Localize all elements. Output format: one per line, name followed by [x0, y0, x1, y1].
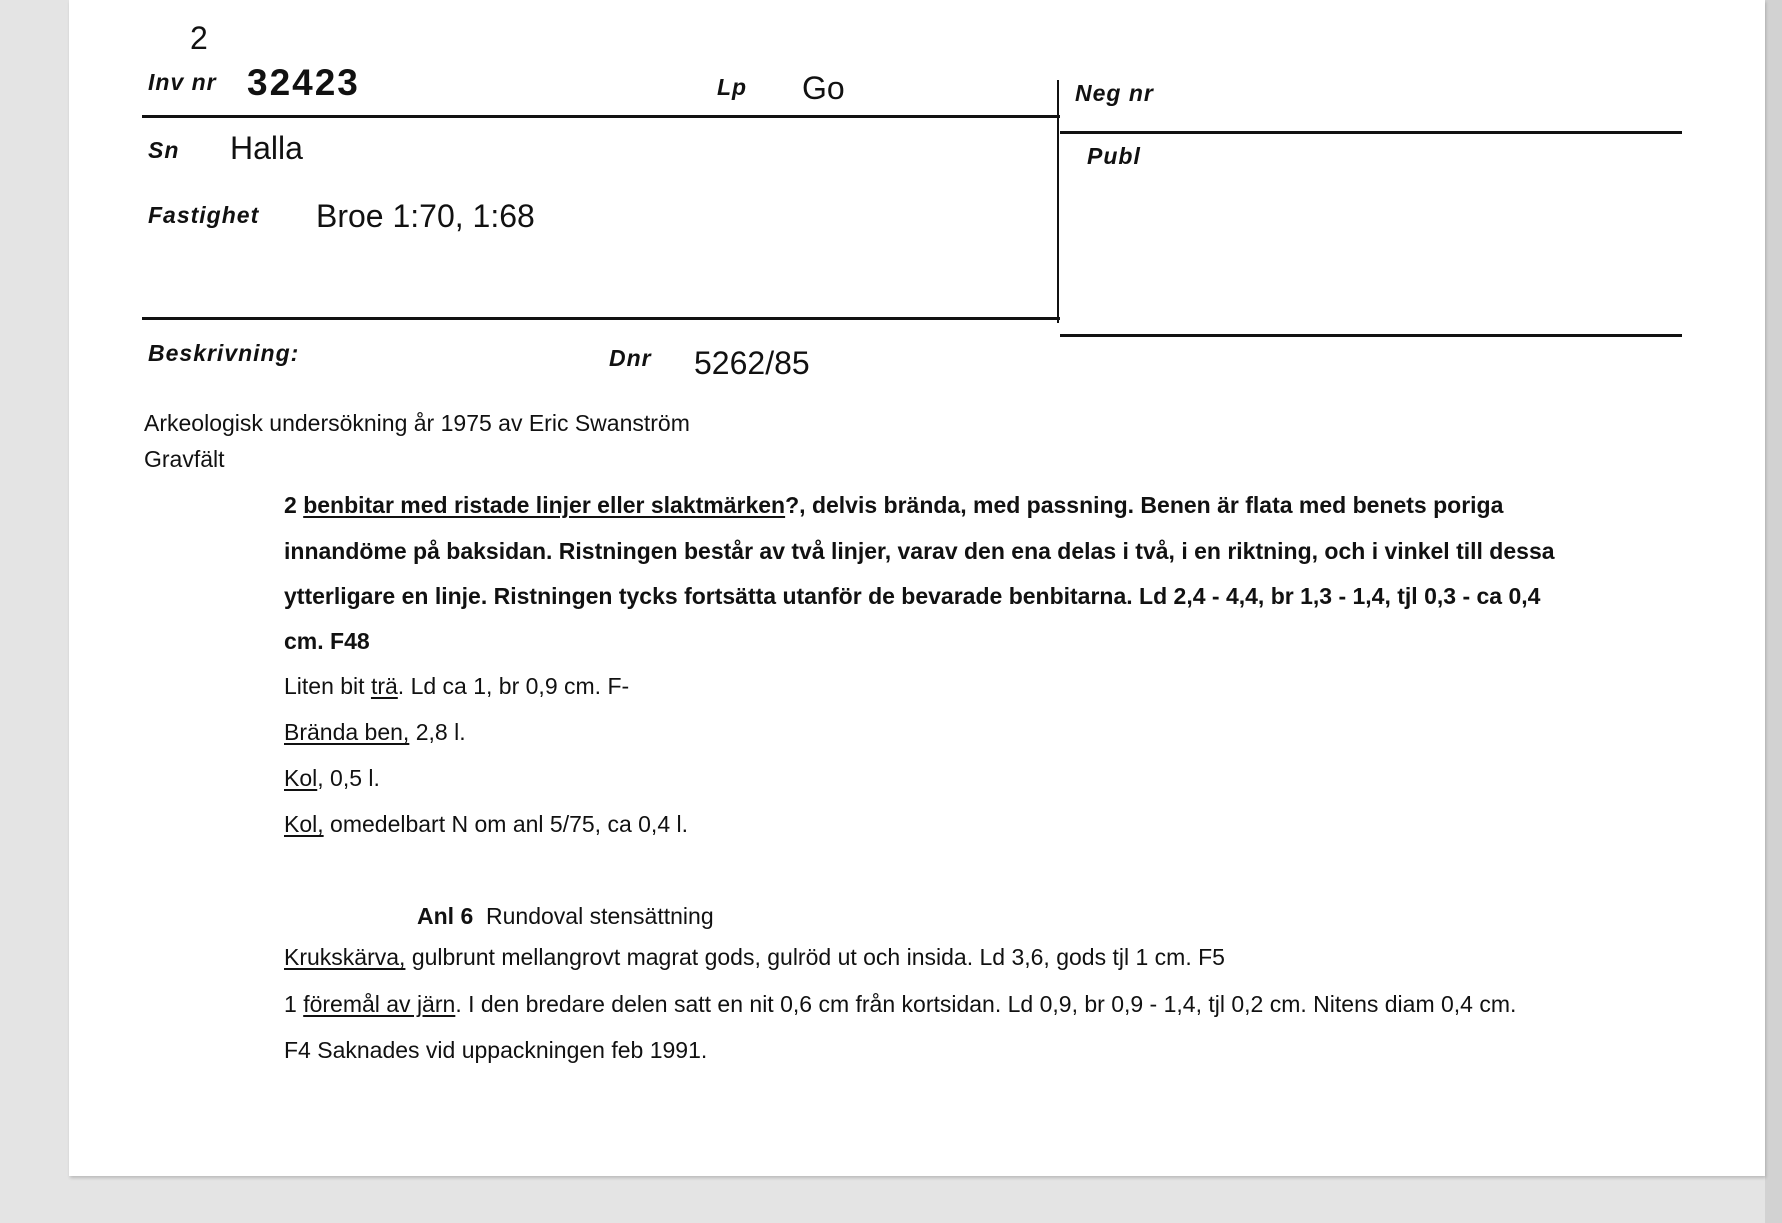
- find-2-rest: . Ld ca 1, br 0,9 cm. F-: [397, 673, 630, 699]
- intro-line-2: Gravfält: [144, 446, 225, 472]
- find-4-rest: , 0,5 l.: [317, 765, 380, 791]
- anl6-find-2-prefix: 1: [284, 991, 304, 1017]
- find-1-line-1: [284, 492, 1503, 519]
- find-1-term: benbitar med ristade linjer eller slaktmärken: [303, 492, 786, 518]
- dnr-value: 5262/85: [694, 345, 810, 381]
- find-5-term: Kol,: [284, 811, 324, 837]
- fastighet-label: Fastighet: [148, 202, 260, 228]
- catalog-card: [69, 0, 1765, 1176]
- find-1-line-2: innandöme på baksidan. Ristningen består av två linjer, varav den ena delas i två, i en riktning, och i vinkel till dessa: [284, 538, 1555, 564]
- find-3-term: Brända ben,: [284, 719, 410, 745]
- sn-value: Halla: [230, 130, 303, 166]
- find-2-term: trä: [370, 673, 398, 699]
- find-2: [284, 673, 629, 700]
- lp-label: Lp: [717, 74, 748, 100]
- anl6-heading: [417, 903, 714, 930]
- inv-nr-value: 32423: [247, 62, 360, 103]
- anl6-find-2-line-2: F4 Saknades vid uppackningen feb 1991.: [284, 1037, 708, 1063]
- header-divider-vertical: [1057, 80, 1059, 323]
- find-1-rest: ?, delvis brända, med passning. Benen är flata med benets poriga: [785, 492, 1504, 518]
- anl6-find-2-term: föremål av järn: [303, 991, 456, 1017]
- header-rule-bottom: [142, 317, 1060, 320]
- find-2-prefix: Liten bit: [284, 673, 371, 699]
- find-3: [284, 719, 466, 746]
- header-rule-bottom-right: [1060, 334, 1682, 337]
- inv-nr-label: Inv nr: [148, 69, 217, 95]
- beskrivning-label: Beskrivning:: [148, 340, 300, 366]
- find-3-rest: 2,8 l.: [409, 719, 466, 745]
- anl6-heading-title: Rundoval stensättning: [486, 903, 714, 929]
- anl6-find-2-rest: . I den bredare delen satt en nit 0,6 cm från kortsidan. Ld 0,9, br 0,9 - 1,4, tjl 0,2 cm. Nitens diam 0,4 cm.: [455, 991, 1517, 1017]
- find-4: [284, 765, 380, 792]
- fastighet-value: Broe 1:70, 1:68: [316, 198, 535, 234]
- anl6-find-1-rest: gulbrunt mellangrovt magrat gods, gulröd ut och insida. Ld 3,6, gods tjl 1 cm. F5: [405, 944, 1225, 970]
- anl6-find-1: [284, 944, 1225, 971]
- find-4-term: Kol: [284, 765, 318, 791]
- lp-value: Go: [802, 70, 845, 106]
- scanner-edge: [1765, 0, 1782, 1223]
- find-1-line-3: ytterligare en linje. Ristningen tycks fortsätta utanför de bevarade benbitarna. Ld 2,4 - 4,4, br 1,3 - 1,4, tjl 0,3 - ca 0,4: [284, 583, 1541, 609]
- page-number: 2: [190, 20, 208, 56]
- anl6-find-1-term: Krukskärva,: [284, 944, 406, 970]
- header-rule-top-right: [1060, 131, 1682, 134]
- anl6-find-2: [284, 991, 1516, 1018]
- find-5-rest: omedelbart N om anl 5/75, ca 0,4 l.: [323, 811, 689, 837]
- anl6-heading-number: Anl 6: [417, 903, 474, 929]
- intro-line-1: Arkeologisk undersökning år 1975 av Eric Swanström: [144, 410, 690, 436]
- sn-label: Sn: [148, 137, 180, 163]
- find-1-line-4: cm. F48: [284, 628, 370, 654]
- dnr-label: Dnr: [609, 345, 652, 371]
- neg-nr-label: Neg nr: [1075, 80, 1154, 106]
- publ-label: Publ: [1087, 143, 1141, 169]
- find-1-prefix: 2: [284, 492, 304, 518]
- header-rule-top: [142, 115, 1060, 118]
- find-5: [284, 811, 688, 838]
